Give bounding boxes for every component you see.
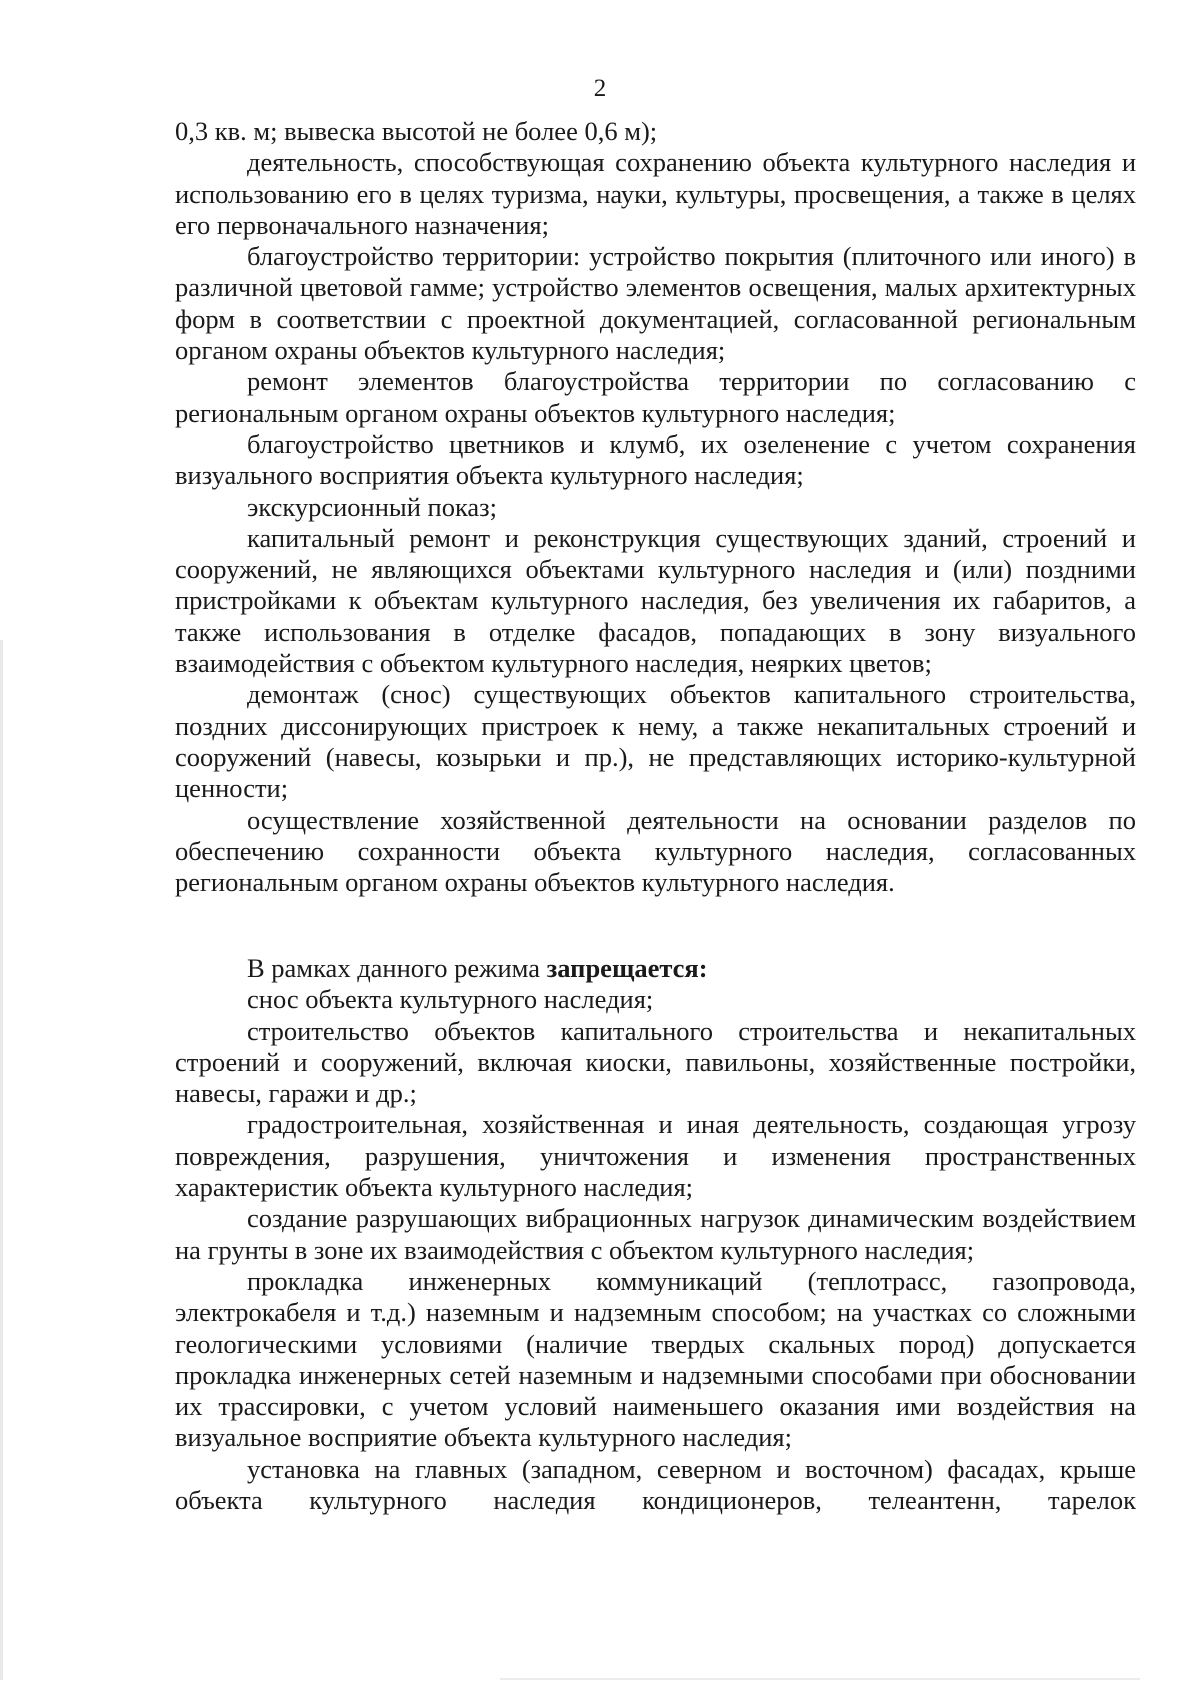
paragraph-vibration-ban: создание разрушающих вибрационных нагрузок динамическим воздействием на грунты в зоне их взаимодействия с объектом культурного наследия; [175,1203,1136,1265]
paragraph-construction-ban: строительство объектов капитального строительства и некапитальных строений и сооружений, включая киоски, павильоны, хозяйственные постройки, навесы, гаражи и др.; [175,1015,1136,1109]
scan-edge-shadow [0,640,3,1680]
paragraph-improvement-repair: ремонт элементов благоустройства территории по согласованию с региональным органом охраны объектов культурного наследия; [175,366,1136,428]
paragraph-demolition: демонтаж (снос) существующих объектов капитального строительства, поздних диссонирующих пристроек к нему, а также некапитальных строений и сооружений (навесы, козырьки и пр.), не представляющих историко-культурной ценности; [175,679,1136,804]
paragraph-continuation: 0,3 кв. м; вывеска высотой не более 0,6 м); [175,116,658,146]
paragraph-territory-improvement: благоустройство территории: устройство покрытия (плиточного или иного) в различной цветовой гамме; устройство элементов освещения, малых архитектурных форм в соответствии с проектной документацией, согласованной региональным органом охраны объектов культурного наследия; [175,241,1136,366]
paragraph-capital-repair: капитальный ремонт и реконструкция существующих зданий, строений и сооружений, не являющихся объектами культурного наследия и (или) поздними пристройками к объектам культурного наследия, без увеличения их габаритов, а также использования в отделке фасадов, попадающих в зону визуального взаимодействия с объектом культурного наследия, неярких цветов; [175,522,1136,679]
prohibited-activities-section [175,953,1136,1516]
paragraph-utilities-ban: прокладка инженерных коммуникаций (теплотрасс, газопровода, электрокабеля и т.д.) наземным и надземным способом; на участках со сложными геологическими условиями (наличие твердых скальных пород) допускается прокладка инженерных сетей наземным и надземными способами при обосновании их трассировки, с учетом условий наименьшего оказания ими воздействия на визуальное восприятие объекта культурного наследия; [175,1265,1136,1453]
section-intro-text: В рамках данного режима [247,953,547,983]
page-number: 2 [593,75,607,102]
paragraph-facade-installation-ban: установка на главных (западном, северном и восточном) фасадах, крыше объекта культурного наследия кондиционеров, телеантенн, тарелок [175,1453,1136,1516]
paragraph-demolition-ban: снос объекта культурного наследия; [247,984,654,1015]
section-intro-bold: запрещается: [546,953,708,983]
paragraph-economic-activity: осуществление хозяйственной деятельности на основании разделов по обеспечению сохранности объекта культурного наследия, согласованных региональным органом охраны объектов культурного наследия. [175,804,1136,898]
paragraph-excursions: экскурсионный показ; [247,491,498,522]
section-intro [175,953,1136,984]
paragraph-activity-preservation: деятельность, способствующая сохранению объекта культурного наследия и использованию его в целях туризма, науки, культуры, просвещения, а также в целях его первоначального назначения; [175,147,1136,240]
permitted-activities-section [175,116,1136,898]
scan-bottom-edge [500,1678,1140,1680]
paragraph-threat-ban: градостроительная, хозяйственная и иная деятельность, создающая угрозу повреждения, разрушения, уничтожения и изменения пространственных характеристик объекта культурного наследия; [175,1109,1136,1203]
paragraph-flowerbeds: благоустройство цветников и клумб, их озеленение с учетом сохранения визуального восприятия объекта культурного наследия; [175,428,1136,491]
